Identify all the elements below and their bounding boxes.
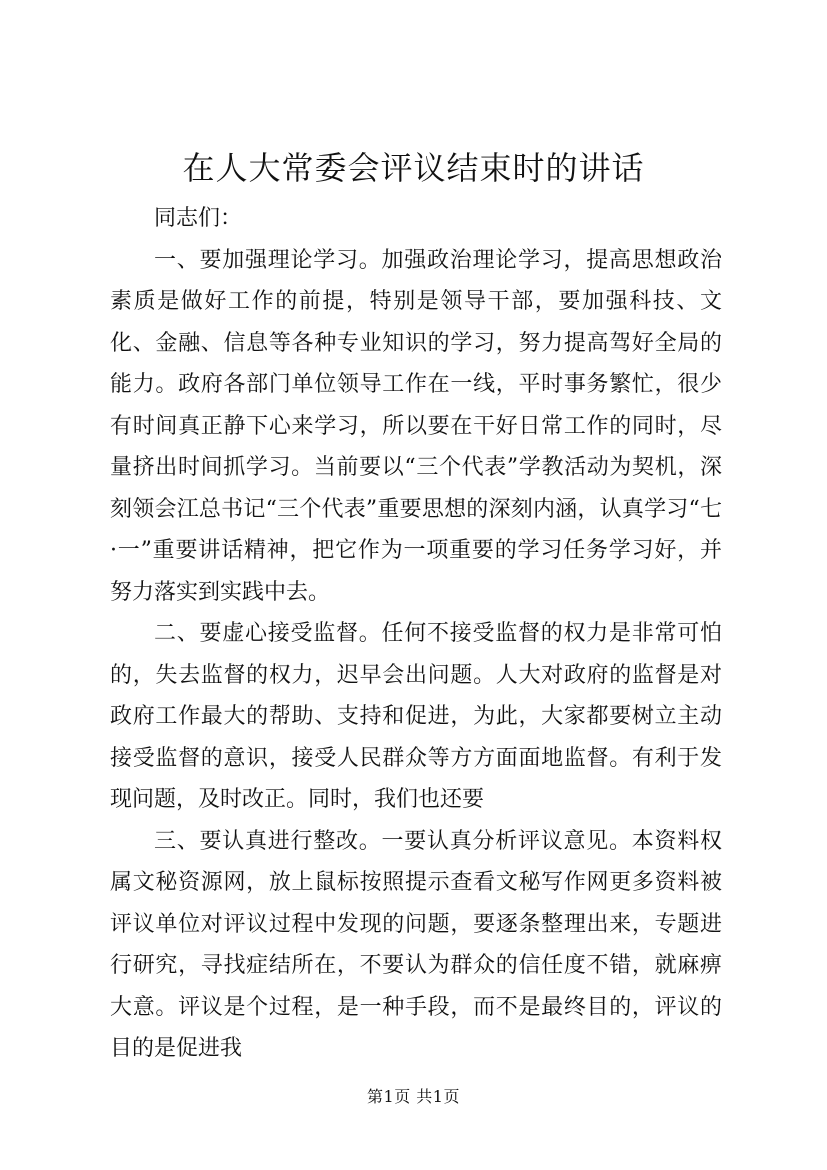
paragraph-2: 二、要虚心接受监督。任何不接受监督的权力是非常可怕的，失去监督的权力，迟早会出问题。人大对政府的监督是对政府工作最大的帮助、支持和促进，为此，大家都要树立主动接受监督的意识，接受人民群众等方方面面地监督。有利于发现问题，及时改正。同时，我们也还要: [110, 621, 722, 812]
paragraph-1: 一、要加强理论学习。加强政治理论学习，提高思想政治素质是做好工作的前提，特别是领导干部，要加强科技、文化、金融、信息等各种专业知识的学习，努力提高驾好全局的能力。政府各部门单位领导工作在一线，平时事务繁忙，很少有时间真正静下心来学习，所以要在干好日常工作的同时，尽量挤出时间抓学习。当前要以“三个代表”学教活动为契机，深刻领会江总书记“三个代表”重要思想的深刻内涵，认真学习“七·一”重要讲话精神，把它作为一项重要的学习任务学习好，并努力落实到实践中去。: [110, 247, 722, 605]
document-body: [110, 198, 722, 1070]
page-footer: 第1页 共1页: [367, 1087, 460, 1106]
document-title: 在人大常委会评议结束时的讲话: [182, 149, 645, 187]
greeting: 同志们：: [154, 206, 243, 231]
paragraph-3: 三、要认真进行整改。一要认真分析评议意见。本资料权属文秘资源网，放上鼠标按照提示查看文秘写作网更多资料被评议单位对评议过程中发现的问题，要逐条整理出来，专题进行研究，寻找症结所在，不要认为群众的信任度不错，就麻痹大意。评议是个过程，是一种手段，而不是最终目的，评议的目的是促进我: [110, 828, 722, 1061]
